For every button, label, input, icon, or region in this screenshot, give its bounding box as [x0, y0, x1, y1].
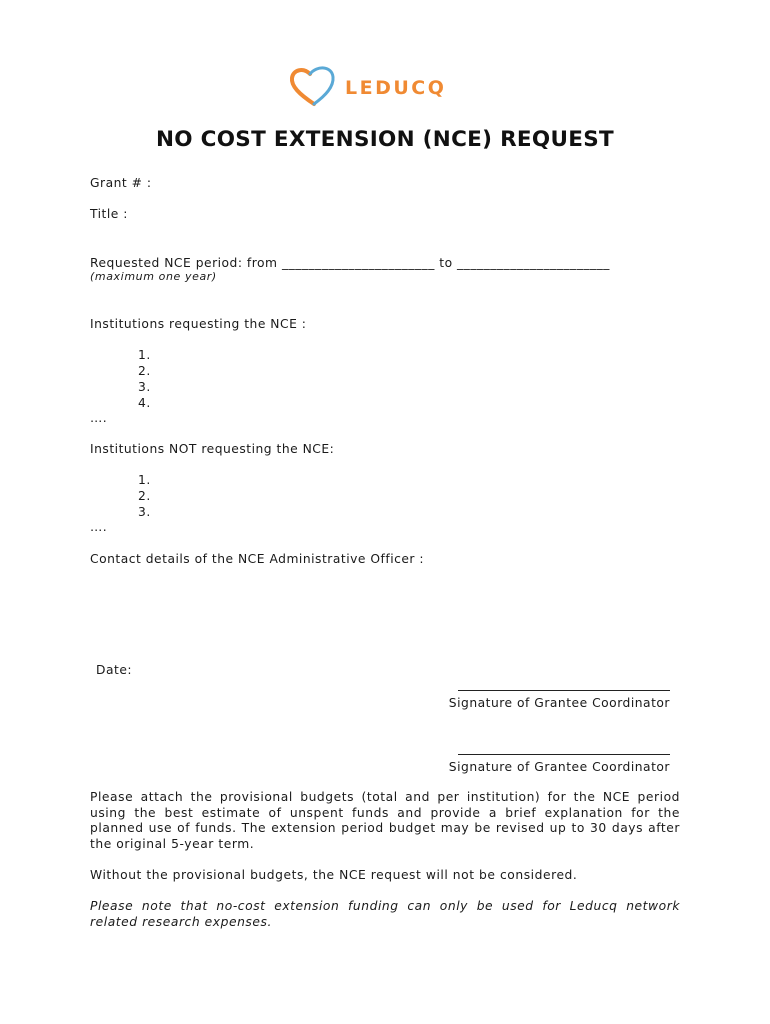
signature-line [458, 690, 670, 691]
title-label: Title : [90, 207, 128, 221]
period-note: (maximum one year) [90, 270, 217, 283]
list-item: 4. [138, 396, 151, 410]
list-ellipsis: …. [90, 520, 108, 534]
list-ellipsis: …. [90, 411, 108, 425]
heart-icon [287, 60, 343, 110]
list-item: 2. [138, 489, 151, 503]
funding-use-note: Please note that no-cost extension funding can only be used for Leducq network related research expenses. [90, 899, 680, 929]
attach-budget-note: Please attach the provisional budgets (total and per institution) for the NCE period using the best estimate of unspent funds and provide a brief explanation for the planned use of funds. The extension period budget may be revised up to 30 days after the original 5-year term. [90, 790, 680, 851]
list-item: 1. [138, 348, 151, 362]
list-item: 2. [138, 364, 151, 378]
page-title: NO COST EXTENSION (NCE) REQUEST [155, 127, 614, 152]
logo-text: LEDUCQ [345, 77, 447, 99]
grant-label: Grant # : [90, 176, 152, 190]
signature-label: Signature of Grantee Coordinator [448, 760, 670, 774]
not-requesting-heading: Institutions NOT requesting the NCE: [90, 442, 335, 456]
leducq-logo [287, 60, 477, 110]
contact-label: Contact details of the NCE Administrative Officer : [90, 552, 425, 566]
list-item: 1. [138, 473, 151, 487]
without-budget-note: Without the provisional budgets, the NCE request will not be considered. [90, 868, 578, 882]
list-item: 3. [138, 505, 151, 519]
nce-period-field: Requested NCE period: from _______________________ to _______________________ [90, 256, 610, 270]
signature-line [458, 754, 670, 755]
date-label: Date: [96, 663, 133, 677]
signature-label: Signature of Grantee Coordinator [448, 696, 670, 710]
requesting-heading: Institutions requesting the NCE : [90, 317, 307, 331]
list-item: 3. [138, 380, 151, 394]
